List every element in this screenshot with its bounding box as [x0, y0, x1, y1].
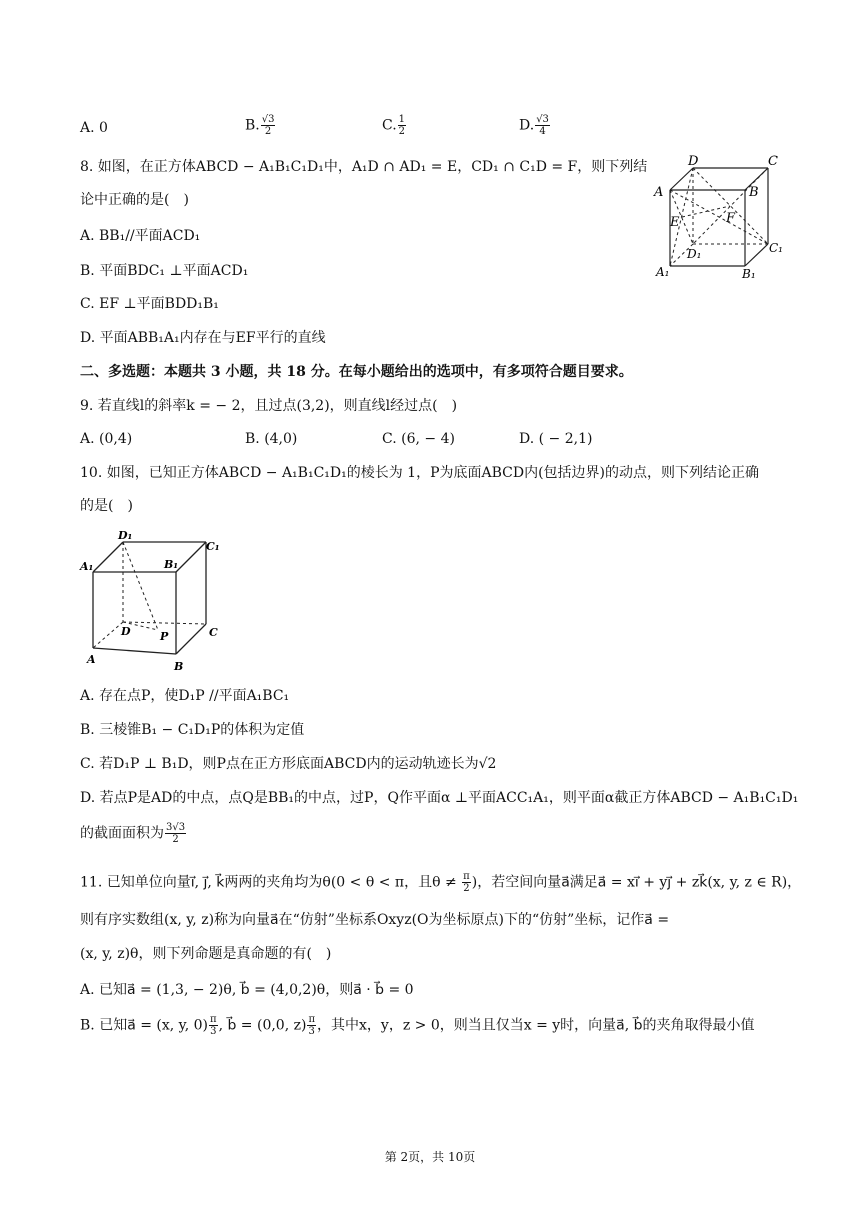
q8-label-b: B	[749, 185, 759, 200]
q11-stem-line1-part2: )，若空间向量a⃗满足a⃗ = xi⃗ + yj⃗ + zk⃗(x, y, z ∈ R)，	[471, 874, 802, 891]
q9-option-d: D. ( − 2,1)	[519, 431, 593, 447]
q8-stem-line1: 8. 如图，在正方体ABCD − A₁B₁C₁D₁中，A₁D ∩ AD₁ = E，CD₁ ∩ C₁D = F，则下列结	[80, 159, 648, 175]
q10-option-d-line2	[80, 822, 187, 845]
q10-option-d-line1: D. 若点P是AD的中点，点Q是BB₁的中点，过P，Q作平面α ⊥平面ACC₁A₁，则平面α截正方体ABCD − A₁B₁C₁D₁	[80, 790, 799, 806]
q8-label-b1: B₁	[742, 267, 756, 281]
q10-option-b: B. 三棱锥B₁ − C₁D₁P的体积为定值	[80, 722, 305, 738]
q7-option-c-fraction	[398, 114, 406, 137]
fraction-denominator: 2	[264, 126, 272, 137]
q11-option-b	[80, 1014, 755, 1037]
fraction-numerator: π	[463, 871, 470, 882]
fraction-numerator: 1	[398, 114, 406, 125]
q10-label-b: B	[174, 660, 184, 673]
q7-option-d-label: D.	[519, 117, 535, 134]
q11-option-b-fraction2	[307, 1014, 316, 1037]
q8-label-a: A	[654, 185, 664, 200]
q7-option-b-fraction	[261, 114, 276, 137]
q10-option-a: A. 存在点P，使D₁P //平面A₁BC₁	[80, 688, 290, 704]
q7-option-d	[519, 114, 551, 137]
q11-option-b-fraction1	[209, 1014, 218, 1037]
q8-option-a: A. BB₁//平面ACD₁	[80, 228, 201, 244]
q11-stem-fraction	[462, 871, 471, 894]
q11-option-a: A. 已知a⃗ = (1,3, − 2)θ, b⃗ = (4,0,2)θ，则a⃗ · b⃗ = 0	[80, 982, 414, 998]
q11-stem-line1-part1: 11. 已知单位向量i⃗, j⃗, k⃗两两的夹角均为θ(0 < θ < π，且θ ≠	[80, 874, 462, 891]
q8-option-c: C. EF ⊥平面BDD₁B₁	[80, 296, 219, 312]
q11-stem-line2: 则有序实数组(x, y, z)称为向量a⃗在“仿射”坐标系Oxyz(O为坐标原点)下的“仿射”坐标，记作a⃗ =	[80, 912, 670, 928]
q10-stem-line2: 的是( )	[80, 498, 133, 514]
fraction-numerator: π	[308, 1014, 316, 1025]
q11-stem-line3: (x, y, z)θ，则下列命题是真命题的有( )	[80, 946, 332, 962]
q8-stem-line2: 论中正确的是( )	[80, 192, 189, 208]
fraction-denominator: 2	[463, 883, 470, 894]
fraction-numerator: 3√3	[166, 822, 186, 833]
q10-label-c: C	[209, 626, 218, 639]
q8-label-d: D	[688, 154, 699, 169]
q9-stem: 9. 若直线l的斜率k = − 2，且过点(3,2)，则直线l经过点( )	[80, 398, 458, 414]
q8-option-d: D. 平面ABB₁A₁内存在与EF平行的直线	[80, 330, 326, 346]
q7-option-a: A. 0	[80, 120, 108, 136]
fraction-denominator: 3	[210, 1026, 217, 1037]
fraction-denominator: 4	[539, 126, 546, 137]
q9-option-b: B. (4,0)	[245, 431, 298, 447]
q10-label-p: P	[160, 630, 169, 643]
fraction-denominator: 3	[308, 1026, 315, 1037]
q10-option-d-text: 的截面面积为	[80, 825, 164, 842]
q10-label-a: A	[87, 653, 96, 666]
q7-option-b-label: B.	[245, 117, 260, 134]
q11-option-b-part3: ，其中x，y，z > 0，则当且仅当x = y时，向量a⃗, b⃗的夹角取得最小值	[317, 1017, 755, 1034]
section-heading: 二、多选题：本题共 3 小题，共 18 分。在每小题给出的选项中，有多项符合题目要求。	[80, 364, 633, 380]
q7-option-d-fraction	[535, 114, 550, 137]
q10-label-c1: C₁	[206, 540, 220, 553]
fraction-denominator: 2	[172, 834, 179, 845]
q9-option-a: A. (0,4)	[80, 431, 133, 447]
q8-cube-figure	[650, 150, 790, 282]
q8-label-a1: A₁	[656, 265, 670, 279]
q8-label-c1: C₁	[769, 241, 783, 255]
q10-label-b1: B₁	[164, 558, 179, 571]
q10-stem-line1: 10. 如图，已知正方体ABCD − A₁B₁C₁D₁的棱长为 1，P为底面ABCD内(包括边界)的动点，则下列结论正确	[80, 465, 760, 481]
q8-label-c: C	[768, 154, 778, 169]
fraction-denominator: 2	[398, 126, 406, 137]
q10-label-d1: D₁	[118, 529, 133, 542]
q11-option-b-part2: , b⃗ = (0,0, z)	[218, 1017, 307, 1034]
q8-label-f: F	[726, 211, 736, 226]
fraction-numerator: √3	[536, 114, 549, 125]
fraction-numerator: π	[209, 1014, 217, 1025]
q7-option-b	[245, 114, 276, 137]
q7-option-c-label: C.	[382, 117, 397, 134]
q7-option-c	[382, 114, 407, 137]
page-footer: 第 2页，共 10页	[384, 1150, 476, 1164]
q8-label-e: E	[670, 215, 680, 230]
q8-label-d1: D₁	[687, 247, 702, 261]
q10-label-d: D	[121, 625, 131, 638]
q10-option-c: C. 若D₁P ⊥ B₁D，则P点在正方形底面ABCD内的运动轨迹长为√2	[80, 756, 497, 772]
fraction-numerator: √3	[261, 114, 275, 125]
q9-option-c: C. (6, − 4)	[382, 431, 455, 447]
q10-option-d-fraction	[165, 822, 186, 845]
q11-option-b-part1: B. 已知a⃗ = (x, y, 0)	[80, 1017, 208, 1034]
q10-cube-figure	[78, 526, 228, 676]
q11-stem-line1	[80, 871, 801, 894]
q10-label-a1: A₁	[80, 560, 94, 573]
q8-option-b: B. 平面BDC₁ ⊥平面ACD₁	[80, 263, 249, 279]
